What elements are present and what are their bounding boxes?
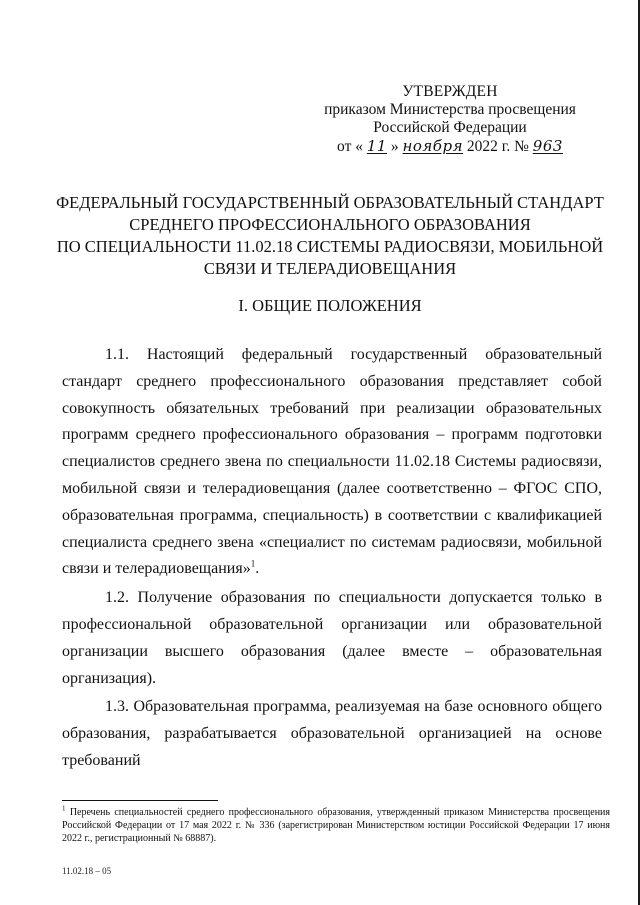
title-line-4: СВЯЗИ И ТЕЛЕРАДИОВЕЩАНИЯ: [203, 259, 457, 278]
approval-date: [300, 137, 600, 156]
body-text: [62, 342, 602, 777]
handwritten-day: 11: [366, 137, 387, 155]
footnote: [62, 806, 610, 845]
date-prefix: от «: [337, 138, 363, 155]
footnote-marker: 1: [62, 804, 66, 813]
approval-title: УТВЕРЖДЕН: [402, 83, 498, 100]
title-line-2: СРЕДНЕГО ПРОФЕССИОНАЛЬНОГО ОБРАЗОВАНИЯ: [129, 215, 531, 234]
paragraph-1-1-text: 1.1. Настоящий федеральный государственный образовательный стандарт среднего профессионального образования представляет собой совокупность обязательных требований при реализации образовательных программ среднего профессионального образования – программ подготовки специалистов среднего звена по специальности 11.02.18 Системы радиосвязи, мобильной связи и телерадиовещания (далее соответственно – ФГОС СПО, образовательная программа, специальность) в соответствии с квалификацией специалиста среднего звена «специалист по системам радиосвязи, мобильной связи и телерадиовещания»: [62, 346, 602, 578]
footnote-divider: [62, 800, 218, 801]
paragraph-1-1: [62, 342, 602, 583]
section-heading: I. ОБЩИЕ ПОЛОЖЕНИЯ: [238, 296, 422, 315]
title-line-1: ФЕДЕРАЛЬНЫЙ ГОСУДАРСТВЕННЫЙ ОБРАЗОВАТЕЛЬНЫЙ СТАНДАРТ: [56, 193, 604, 212]
title-line-3: ПО СПЕЦИАЛЬНОСТИ 11.02.18 СИСТЕМЫ РАДИОСВЯЗИ, МОБИЛЬНОЙ: [56, 237, 604, 256]
date-suffix: 2022 г. №: [466, 138, 529, 155]
page-code: 11.02.18 – 05: [62, 866, 112, 876]
paragraph-1-3: 1.3. Образовательная программа, реализуемая на базе основного общего образования, разрабатывается образовательной организацией на основе требований: [62, 698, 602, 769]
approval-stamp: [300, 83, 600, 156]
footnote-reference: 1: [250, 559, 256, 570]
approval-line-2: Российской Федерации: [373, 119, 527, 136]
date-mid: »: [390, 138, 399, 155]
footnote-text: Перечень специальностей среднего профессионального образования, утвержденный приказом Министерства просвещения Российской Федерации от 17 мая 2022 г. № 336 (зарегистрирован Министерством юстиции Российской Федерации 17 июня 2022 г., регистрационный № 68887).: [62, 807, 610, 844]
paragraph-1-2: 1.2. Получение образования по специальности допускается только в профессиональной образовательной организации или образовательной организации высшего образования (далее вместе – образовательная организация).: [62, 589, 602, 687]
paragraph-1-1-end: .: [255, 560, 260, 578]
approval-line-1: приказом Министерства просвещения: [324, 101, 576, 118]
handwritten-number: 963: [532, 137, 563, 155]
handwritten-month: ноября: [402, 137, 464, 155]
document-title: [40, 192, 620, 280]
